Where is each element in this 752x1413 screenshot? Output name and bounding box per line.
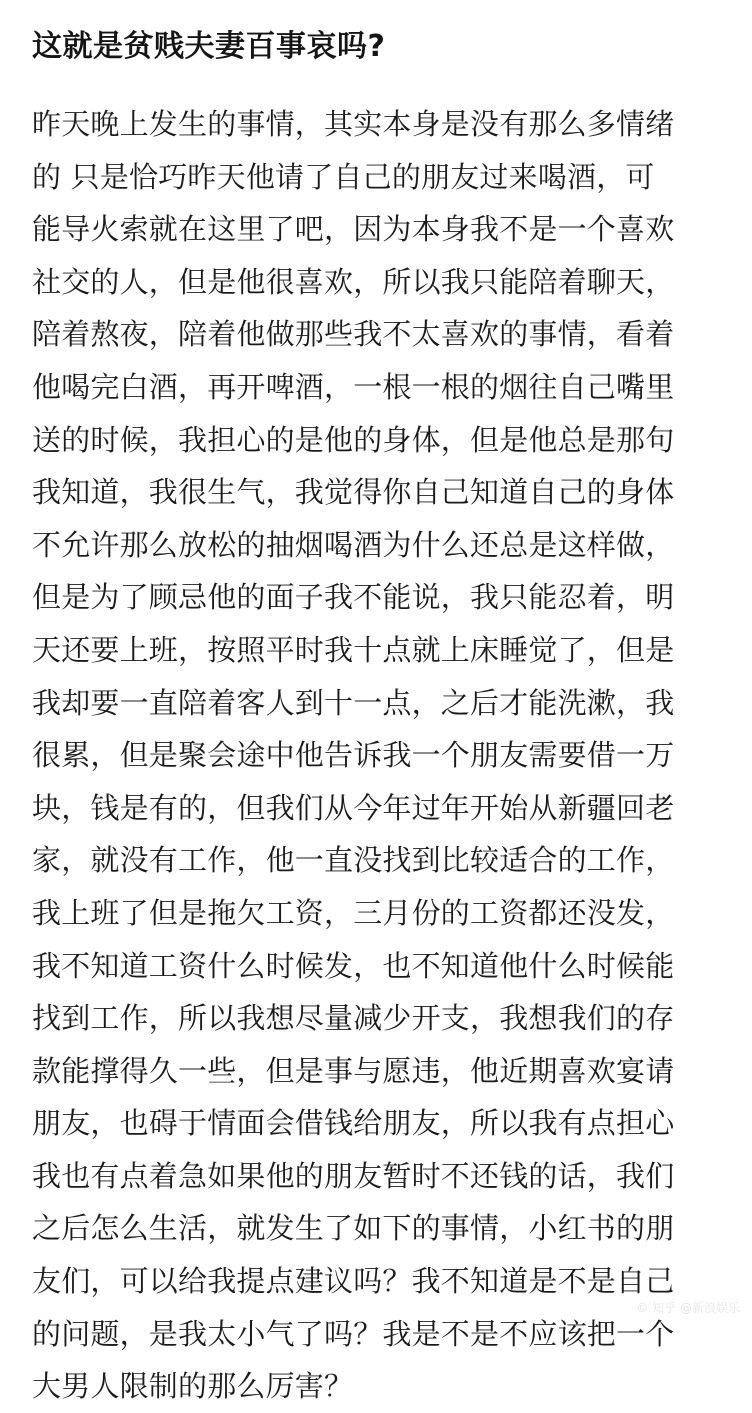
body-line: 社交的人，但是他很喜欢，所以我只能陪着聊天， <box>32 264 675 299</box>
body-line: 但是为了顾忌他的面子我不能说，我只能忍着，明 <box>32 580 675 615</box>
body-line: 我却要一直陪着客人到十一点，之后才能洗漱，我 <box>32 685 675 720</box>
body-line: 昨天晚上发生的事情，其实本身是没有那么多情绪 <box>32 107 675 141</box>
body-line: 友们，可以给我提点建议吗？我不知道是不是自己 <box>32 1264 675 1299</box>
body-line: 的问题，是我太小气了吗？我是不是不应该把一个 <box>32 1316 675 1351</box>
body-line: 能导火索就在这里了吧，因为本身我不是一个喜欢 <box>32 212 675 247</box>
body-line: 不允许那么放松的抽烟喝酒为什么还总是这样做， <box>32 527 675 562</box>
body-line: 找到工作，所以我想尽量减少开支，我想我们的存 <box>32 1001 675 1036</box>
body-line: 他喝完白酒，再开啤酒，一根一根的烟往自己嘴里 <box>32 369 675 404</box>
body-line: 天还要上班，按照平时我十点就上床睡觉了，但是 <box>32 632 675 667</box>
body-line: 家，就没有工作，他一直没找到比较适合的工作， <box>32 843 675 878</box>
body-line: 很累，但是聚会途中他告诉我一个朋友需要借一万 <box>32 738 675 773</box>
body-line: 我也有点着急如果他的朋友暂时不还钱的话，我们 <box>32 1158 675 1193</box>
body-line: 款能撑得久一些，但是事与愿违，他近期喜欢宴请 <box>32 1053 675 1088</box>
body-line: 我知道，我很生气，我觉得你自己知道自己的身体 <box>32 475 675 510</box>
body-line: 送的时候，我担心的是他的身体，但是他总是那句 <box>32 422 675 457</box>
body-line: 我不知道工资什么时候发，也不知道他什么时候能 <box>32 948 675 983</box>
body-line: 朋友，也碍于情面会借钱给朋友，所以我有点担心 <box>32 1106 675 1141</box>
post-body <box>32 98 722 1413</box>
body-line: 大男人限制的那么厉害？ <box>32 1369 354 1404</box>
body-line: 我上班了但是拖欠工资，三月份的工资都还没发， <box>32 895 675 930</box>
body-line: 的 只是恰巧昨天他请了自己的朋友过来喝酒，可 <box>32 159 655 194</box>
watermark: © 知乎 @新浪娱乐 <box>636 1301 740 1315</box>
body-line: 陪着熬夜，陪着他做那些我不太喜欢的事情，看着 <box>32 317 675 352</box>
body-line: 块，钱是有的，但我们从今年过年开始从新疆回老 <box>32 790 675 825</box>
post-title: 这就是贫贱夫妻百事哀吗? <box>32 29 386 64</box>
body-line: 之后怎么生活，就发生了如下的事情，小红书的朋 <box>32 1211 675 1246</box>
